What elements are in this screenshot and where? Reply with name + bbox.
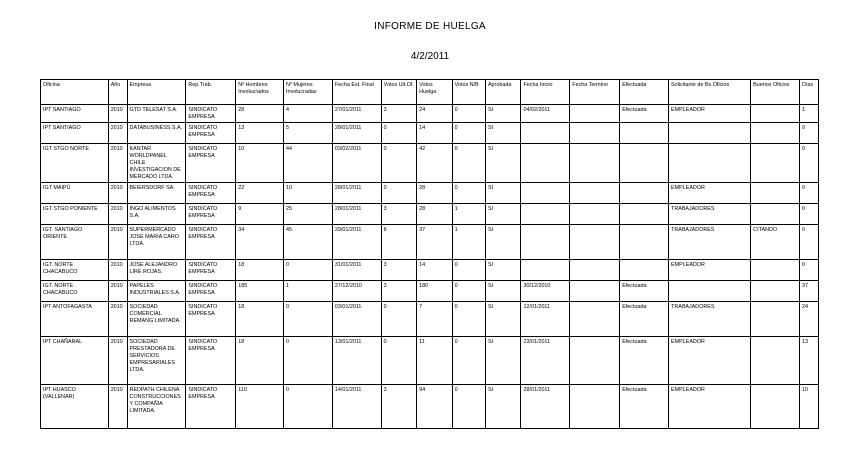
table-cell: 30/12/2010 bbox=[521, 281, 570, 302]
table-cell: IPT SANTIAGO bbox=[41, 123, 109, 144]
table-cell: 0 bbox=[452, 302, 485, 337]
table-cell: 14/01/2011 bbox=[332, 385, 381, 429]
table-cell: IPT SANTIAGO bbox=[41, 105, 109, 123]
table-cell: 0 bbox=[452, 183, 485, 204]
table-cell: 45 bbox=[284, 225, 333, 260]
table-cell bbox=[751, 385, 800, 429]
table-cell: 2010 bbox=[108, 144, 127, 183]
table-row bbox=[41, 204, 819, 225]
table-cell bbox=[620, 144, 669, 183]
table-cell: IGT STGO PONIENTE bbox=[41, 204, 109, 225]
table-cell: 18 bbox=[236, 302, 284, 337]
table-row bbox=[41, 105, 819, 123]
table-row bbox=[41, 123, 819, 144]
table-cell bbox=[521, 144, 570, 183]
table-cell: IGT. NORTE CHACABUCO bbox=[41, 281, 109, 302]
table-cell: 28/01/2011 bbox=[332, 123, 381, 144]
col-header-buenos-oficios: Buenos Oficios bbox=[751, 80, 800, 105]
table-cell: 8 bbox=[381, 225, 417, 260]
table-cell bbox=[521, 123, 570, 144]
table-cell: 2010 bbox=[108, 204, 127, 225]
table-cell bbox=[751, 183, 800, 204]
table-cell: 0 bbox=[284, 260, 333, 281]
table-row bbox=[41, 337, 819, 385]
table-row bbox=[41, 385, 819, 429]
table-cell: 0 bbox=[452, 123, 485, 144]
table-cell bbox=[570, 260, 620, 281]
table-cell bbox=[521, 183, 570, 204]
table-cell: 2010 bbox=[108, 337, 127, 385]
table-cell: KANTAR WORLDPANEL CHILE INVESTIGACION DE MERCADO LTDA. bbox=[127, 144, 186, 183]
table-cell: IPT CHAÑARAL bbox=[41, 337, 109, 385]
table-cell: SI bbox=[485, 281, 521, 302]
table-cell: SINDICATO EMPRESA bbox=[186, 260, 236, 281]
table-cell: 2010 bbox=[108, 385, 127, 429]
col-header-empresa: Empresa bbox=[127, 80, 186, 105]
table-cell: 37 bbox=[417, 225, 453, 260]
table-row bbox=[41, 302, 819, 337]
table-cell: CITANDO bbox=[751, 225, 800, 260]
table-cell: 0 bbox=[452, 260, 485, 281]
table-cell: SINDICATO EMPRESA bbox=[186, 183, 236, 204]
col-header-solicitante: Solicitante de Bs.Oficios bbox=[669, 80, 751, 105]
table-cell: SINDICATO EMPRESA bbox=[186, 337, 236, 385]
col-header-fecha-inicio: Fecha Inicio bbox=[521, 80, 570, 105]
table-cell: DATABUSINESS S.A. bbox=[127, 123, 186, 144]
report-title: INFORME DE HUELGA bbox=[374, 21, 486, 32]
table-cell: 2010 bbox=[108, 260, 127, 281]
table-cell: 18 bbox=[236, 260, 284, 281]
table-cell: 28/01/2011 bbox=[332, 204, 381, 225]
table-cell bbox=[570, 225, 620, 260]
table-cell: 1 bbox=[284, 281, 333, 302]
table-row bbox=[41, 281, 819, 302]
table-cell: Efectuada bbox=[620, 105, 669, 123]
col-header-fecha-termino: Fecha Termino bbox=[570, 80, 620, 105]
table-cell: EMPLEADOR bbox=[669, 105, 751, 123]
table-cell: 13 bbox=[800, 337, 819, 385]
table-cell: IGT. SANTIAGO ORIENTE bbox=[41, 225, 109, 260]
table-cell: 1 bbox=[452, 225, 485, 260]
table-cell: 11 bbox=[417, 337, 453, 385]
table-cell bbox=[521, 260, 570, 281]
table-cell: SINDICATO EMPRESA bbox=[186, 105, 236, 123]
col-header-dias: Días bbox=[800, 80, 819, 105]
table-cell: 03/01/2011 bbox=[332, 302, 381, 337]
col-header-votos-nb: Votos N/B bbox=[452, 80, 485, 105]
table-cell: 0 bbox=[452, 144, 485, 183]
table-cell: 0 bbox=[284, 337, 333, 385]
table-cell: 42 bbox=[417, 144, 453, 183]
table-cell bbox=[751, 144, 800, 183]
table-cell: 3 bbox=[381, 385, 417, 429]
table-cell bbox=[521, 225, 570, 260]
table-cell: Efectuada bbox=[620, 281, 669, 302]
table-cell bbox=[620, 123, 669, 144]
table-cell bbox=[751, 123, 800, 144]
table-cell: IPT ANTOFAGASTA bbox=[41, 302, 109, 337]
table-cell: 0 bbox=[381, 302, 417, 337]
report-date: 4/2/2011 bbox=[410, 51, 450, 62]
table-cell bbox=[570, 123, 620, 144]
table-cell: 2010 bbox=[108, 281, 127, 302]
table-cell bbox=[669, 144, 751, 183]
table-cell: 0 bbox=[800, 144, 819, 183]
table-cell: 29/01/2011 bbox=[332, 225, 381, 260]
table-cell: 94 bbox=[417, 385, 453, 429]
table-cell: SINDICATO EMPRESA bbox=[186, 385, 236, 429]
table-cell: 3 bbox=[381, 105, 417, 123]
table-cell: 2010 bbox=[108, 105, 127, 123]
table-cell: SI bbox=[485, 337, 521, 385]
table-cell: 14 bbox=[417, 123, 453, 144]
table-cell bbox=[570, 105, 620, 123]
table-cell: 2010 bbox=[108, 225, 127, 260]
table-cell: SI bbox=[485, 302, 521, 337]
table-cell: SI bbox=[485, 260, 521, 281]
table-cell: SI bbox=[485, 105, 521, 123]
table-cell: SOCIEDAD COMERCIAL REMANG LIMITADA. bbox=[127, 302, 186, 337]
table-cell: EMPLEADOR bbox=[669, 337, 751, 385]
table-cell: SINDICATO EMPRESA bbox=[186, 302, 236, 337]
table-cell: REDPATH CHILENA CONSTRUCCIONES Y COMPAÑIA LIMITADA. bbox=[127, 385, 186, 429]
table-cell: 0 bbox=[800, 225, 819, 260]
table-cell: INGO ALIMENTOS S.A. bbox=[127, 204, 186, 225]
table-cell: 37 bbox=[800, 281, 819, 302]
table-cell: SINDICATO EMPRESA bbox=[186, 225, 236, 260]
table-cell: TRABAJADORES bbox=[669, 225, 751, 260]
table-cell: 0 bbox=[381, 183, 417, 204]
table-cell: 28/01/2011 bbox=[332, 183, 381, 204]
table-cell: SI bbox=[485, 123, 521, 144]
col-header-aprobada: Aprobada bbox=[485, 80, 521, 105]
table-cell: 0 bbox=[381, 144, 417, 183]
table-cell: 10 bbox=[284, 183, 333, 204]
table-row bbox=[41, 225, 819, 260]
table-cell: SOCIEDAD PRESTADORA DE SERVICIOS EMPRESARIALES LTDA. bbox=[127, 337, 186, 385]
table-cell: 28 bbox=[417, 204, 453, 225]
table-cell bbox=[751, 337, 800, 385]
table-cell bbox=[570, 302, 620, 337]
table-row bbox=[41, 260, 819, 281]
table-cell: 2010 bbox=[108, 183, 127, 204]
table-cell: 185 bbox=[236, 281, 284, 302]
table-cell: 0 bbox=[452, 281, 485, 302]
table-cell: BEIERSDORF SA. bbox=[127, 183, 186, 204]
table-cell: 13/01/2011 bbox=[332, 337, 381, 385]
table-row bbox=[41, 144, 819, 183]
table-cell: 10 bbox=[236, 144, 284, 183]
table-cell bbox=[751, 105, 800, 123]
table-cell: 0 bbox=[800, 123, 819, 144]
table-cell: SINDICATO EMPRESA bbox=[186, 123, 236, 144]
table-cell bbox=[669, 281, 751, 302]
table-cell: 1 bbox=[800, 105, 819, 123]
col-header-fecha-est-final: Fecha Est. Final bbox=[332, 80, 381, 105]
table-cell: 25 bbox=[284, 204, 333, 225]
table-cell: 0 bbox=[381, 123, 417, 144]
col-header-votos-huelga: Votos Huelga bbox=[417, 80, 453, 105]
table-cell bbox=[751, 281, 800, 302]
table-cell: SI bbox=[485, 225, 521, 260]
table-cell: 2010 bbox=[108, 123, 127, 144]
table-cell: 24 bbox=[417, 105, 453, 123]
table-cell: EMPLEADOR bbox=[669, 385, 751, 429]
table-cell: Efectuada bbox=[620, 385, 669, 429]
table-cell bbox=[570, 337, 620, 385]
table-row bbox=[41, 183, 819, 204]
table-cell: 2010 bbox=[108, 302, 127, 337]
table-cell: SINDICATO EMPRESA bbox=[186, 144, 236, 183]
table-header-row bbox=[41, 80, 819, 105]
table-cell bbox=[570, 183, 620, 204]
table-cell: 3 bbox=[381, 260, 417, 281]
col-header-votos-ult-of: Votos Ult.Of. bbox=[381, 80, 417, 105]
table-cell: 0 bbox=[800, 183, 819, 204]
table-cell: Efectuada bbox=[620, 337, 669, 385]
table-cell: 7 bbox=[417, 302, 453, 337]
table-cell: 110 bbox=[236, 385, 284, 429]
table-cell: SI bbox=[485, 144, 521, 183]
table-cell: TRABAJADORES bbox=[669, 204, 751, 225]
table-cell bbox=[521, 204, 570, 225]
table-cell bbox=[570, 385, 620, 429]
strike-report-table bbox=[40, 79, 819, 429]
table-cell: 31/01/2011 bbox=[332, 260, 381, 281]
table-cell: IGT MAIPÚ bbox=[41, 183, 109, 204]
table-cell: SI bbox=[485, 183, 521, 204]
table-cell: 12/01/2011 bbox=[521, 302, 570, 337]
table-cell: 0 bbox=[284, 302, 333, 337]
col-header-ano: Año bbox=[108, 80, 127, 105]
table-cell bbox=[620, 225, 669, 260]
table-cell: 3 bbox=[381, 204, 417, 225]
table-cell bbox=[751, 204, 800, 225]
table-cell: 44 bbox=[284, 144, 333, 183]
table-cell: 24 bbox=[800, 302, 819, 337]
table-cell bbox=[620, 183, 669, 204]
table-cell: 0 bbox=[381, 337, 417, 385]
table-cell: 0 bbox=[452, 105, 485, 123]
table-cell: SI bbox=[485, 385, 521, 429]
table-cell: 4 bbox=[284, 105, 333, 123]
table-cell: SUPERMERCADO JOSE MARIA CARO LTDA. bbox=[127, 225, 186, 260]
table-cell: IGT STGO NORTE bbox=[41, 144, 109, 183]
table-cell: SINDICATO EMPRESA bbox=[186, 204, 236, 225]
table-cell bbox=[669, 123, 751, 144]
col-header-oficina: Oficina bbox=[41, 80, 109, 105]
table-cell bbox=[570, 281, 620, 302]
table-cell: 3 bbox=[381, 281, 417, 302]
table-cell: TRABAJADORES bbox=[669, 302, 751, 337]
table-cell: 1 bbox=[452, 204, 485, 225]
col-header-hombres: Nº Hombres Involucrados bbox=[236, 80, 284, 105]
table-cell: SINDICATO EMPRESA bbox=[186, 281, 236, 302]
table-cell: 0 bbox=[452, 385, 485, 429]
col-header-efectuada: Efectuada bbox=[620, 80, 669, 105]
col-header-rep-trab: Rep.Trab. bbox=[186, 80, 236, 105]
table-cell: Efectuada bbox=[620, 302, 669, 337]
col-header-mujeres: Nº Mujeres Involucradas bbox=[284, 80, 333, 105]
table-cell: 0 bbox=[452, 337, 485, 385]
table-cell: IPT HUASCO (VALLENAR) bbox=[41, 385, 109, 429]
table-cell: 04/02/2011 bbox=[521, 105, 570, 123]
table-cell: GTD TELESAT S.A. bbox=[127, 105, 186, 123]
table-cell: PAPELES INDUSTRIALES S.A. bbox=[127, 281, 186, 302]
table-cell bbox=[570, 204, 620, 225]
table-cell: EMPLEADOR bbox=[669, 260, 751, 281]
table-cell: 28 bbox=[236, 105, 284, 123]
table-cell bbox=[620, 204, 669, 225]
table-cell: 0 bbox=[800, 204, 819, 225]
table-cell: JOSE ALEJANDRO LIRE ROJAS. bbox=[127, 260, 186, 281]
table-cell: 5 bbox=[284, 123, 333, 144]
table-cell: 03/02/2011 bbox=[332, 144, 381, 183]
table-cell: 13 bbox=[236, 123, 284, 144]
table-cell: 10 bbox=[800, 385, 819, 429]
table-cell: 180 bbox=[417, 281, 453, 302]
table-cell: SI bbox=[485, 204, 521, 225]
table-cell: IGT. NORTE CHACABUCO bbox=[41, 260, 109, 281]
table-cell: 27/01/2011 bbox=[332, 105, 381, 123]
table-cell: 27/12/2010 bbox=[332, 281, 381, 302]
table-cell bbox=[751, 302, 800, 337]
table-cell: 14 bbox=[417, 260, 453, 281]
table-cell: 0 bbox=[284, 385, 333, 429]
table-cell: 28 bbox=[417, 183, 453, 204]
table-cell bbox=[620, 260, 669, 281]
table-cell bbox=[570, 144, 620, 183]
table-cell: 18 bbox=[236, 337, 284, 385]
table-cell: 28/01/2011 bbox=[521, 385, 570, 429]
table-cell: 34 bbox=[236, 225, 284, 260]
table-cell bbox=[751, 260, 800, 281]
table-cell: 9 bbox=[236, 204, 284, 225]
table-cell: 0 bbox=[800, 260, 819, 281]
table-cell: EMPLEADOR bbox=[669, 183, 751, 204]
table-cell: 23/01/2011 bbox=[521, 337, 570, 385]
table-cell: 22 bbox=[236, 183, 284, 204]
